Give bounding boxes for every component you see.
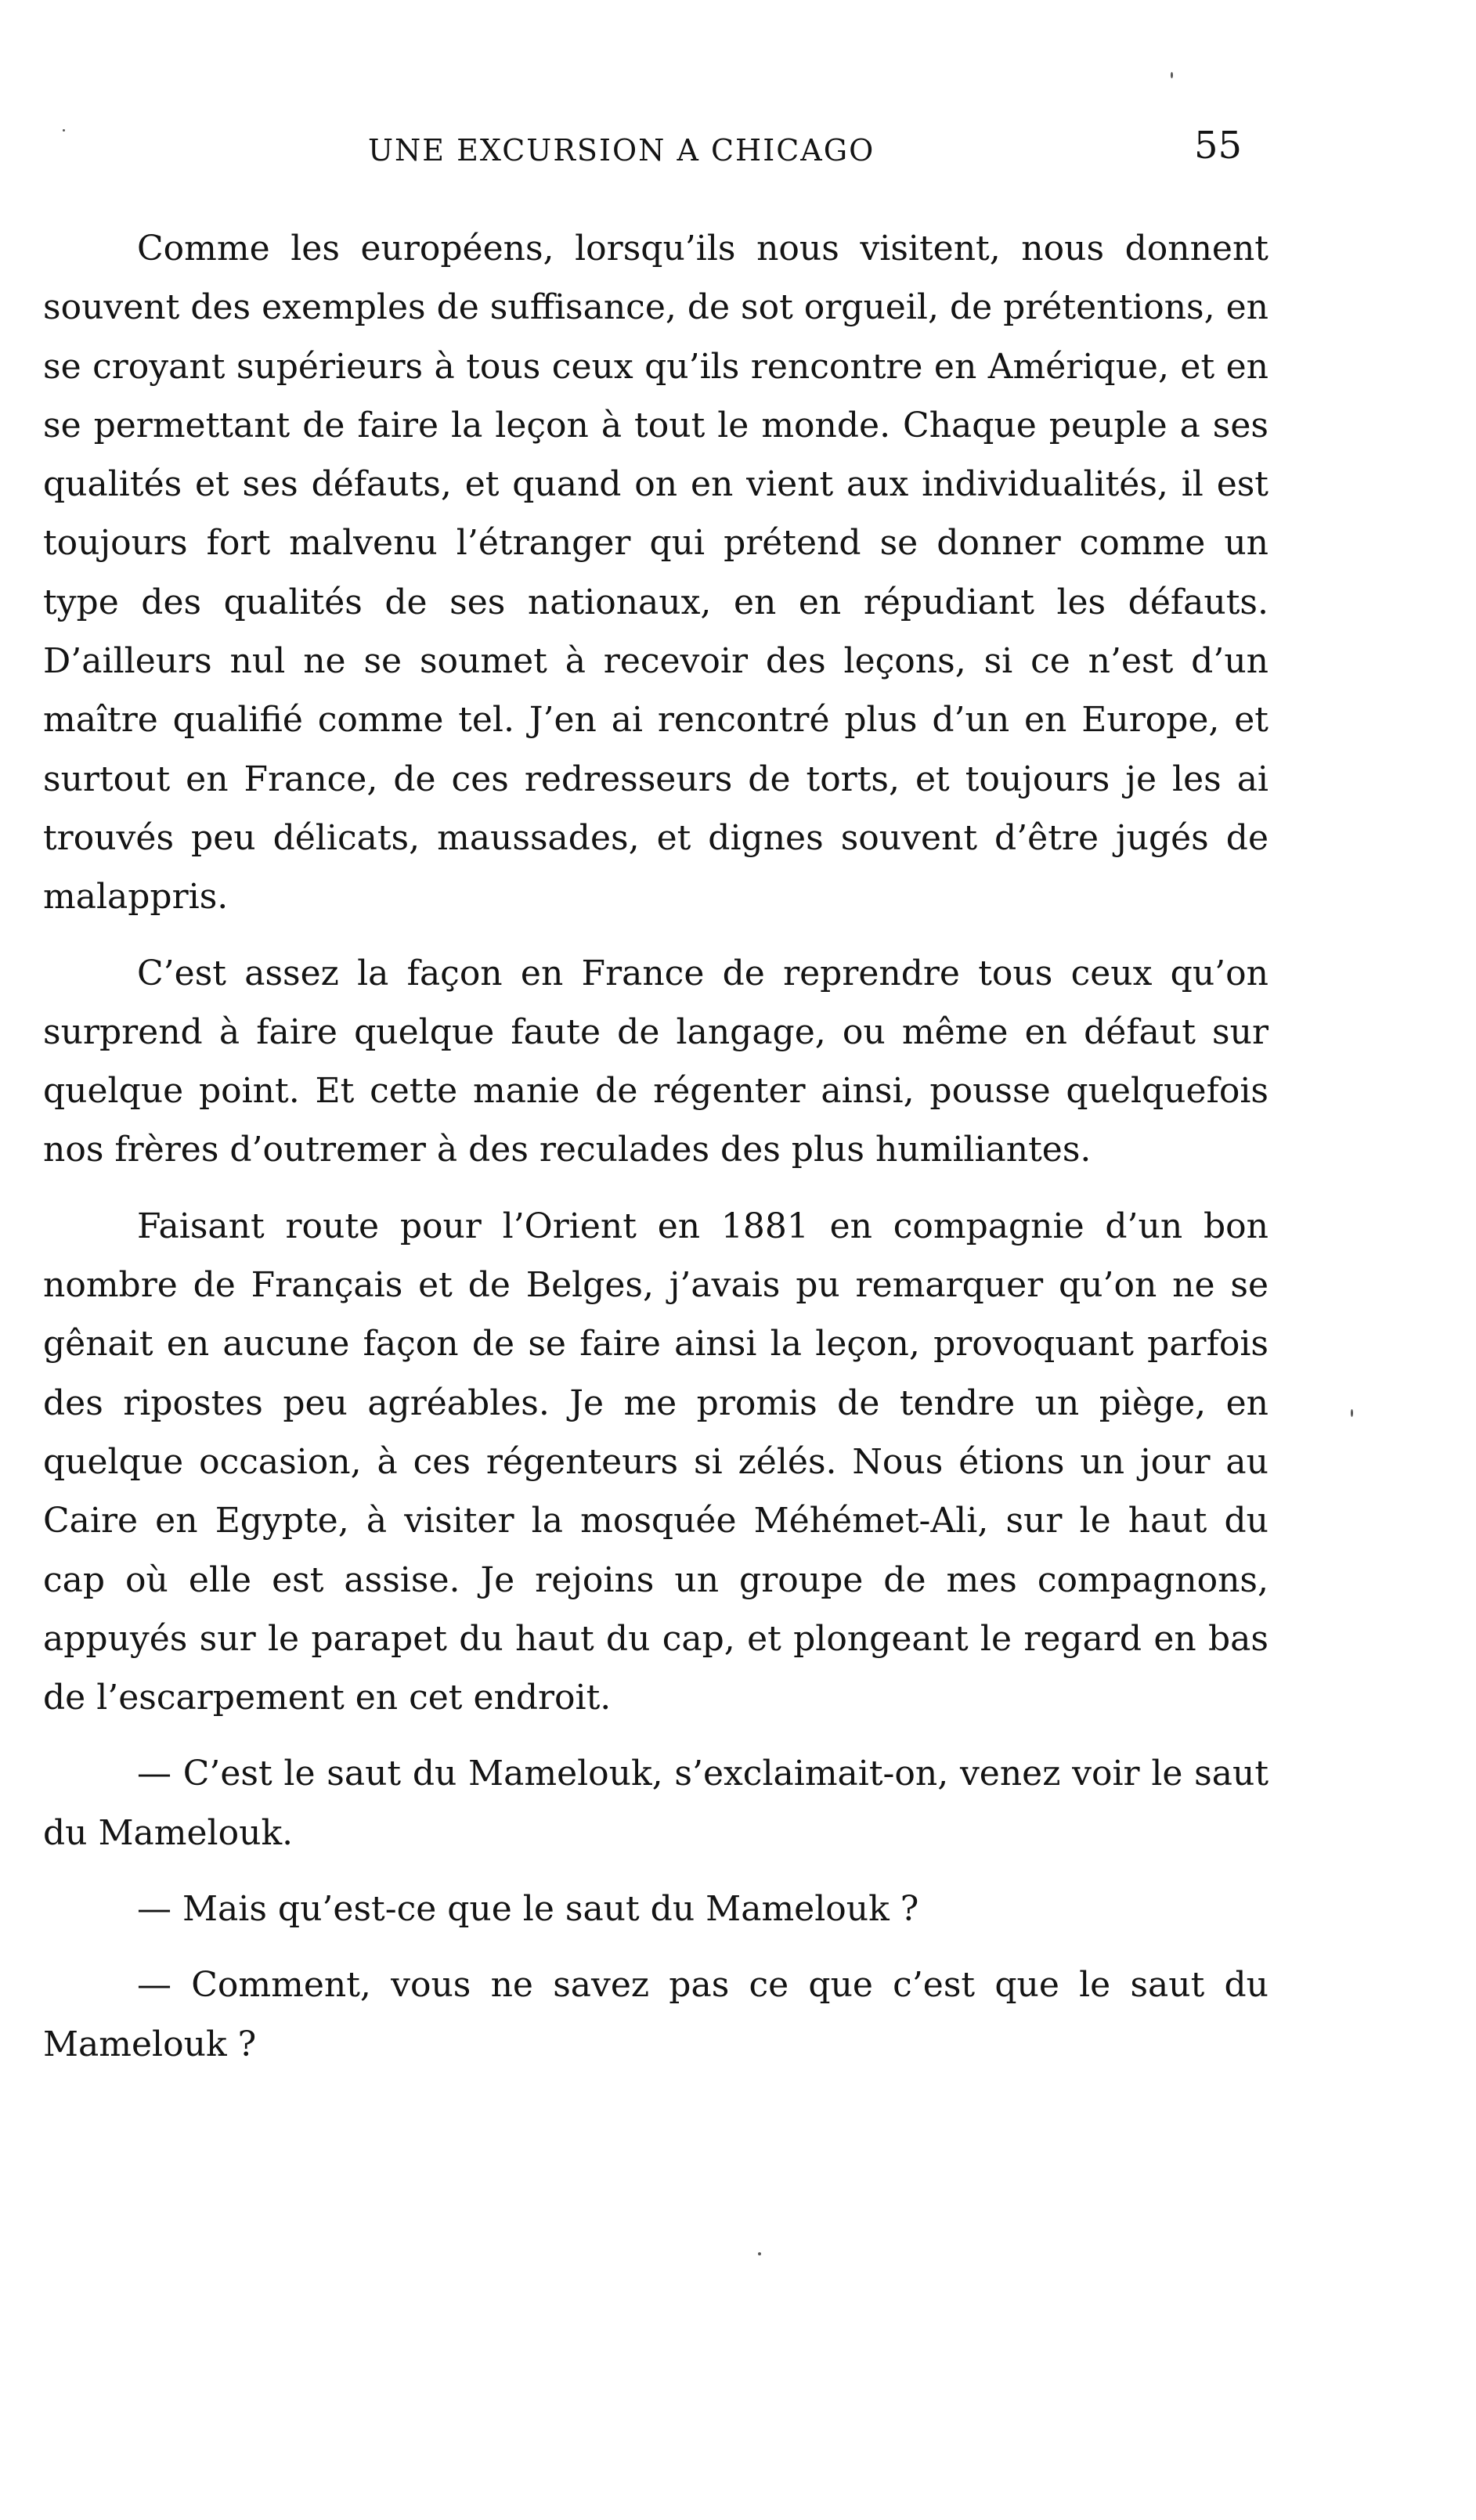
dialogue-line-saut-mamelouk: — C’est le saut du Mamelouk, s’exclaimait-on, venez voir le saut du Mamelouk. [43,1754,1268,1853]
paragraph-facon-en-france: C’est assez la façon en France de reprendre tous ceux qu’on surprend à faire quelque faute de langage, ou même en défaut sur quelque point. Et cette manie de régenter ainsi, pousse quelquefois nos frères d’outremer à des reculades des plus humiliantes. [43,953,1268,1170]
scan-speck [758,2252,761,2255]
page-body [43,219,1268,2074]
scan-speck [1351,1409,1353,1417]
scan-speck [1171,72,1173,78]
dialogue-line-comment: — Comment, vous ne savez pas ce que c’est que le saut du Mamelouk ? [43,1965,1268,2064]
paragraph-route-orient: Faisant route pour l’Orient en 1881 en compagnie d’un bon nombre de Français et de Belges, j’avais pu remarquer qu’on ne se gênait en aucune façon de se faire ainsi la leçon, provoquant parfois des ripostes peu agréables. Je me promis de tendre un piège, en quelque occasion, à ces régenteurs si zélés. Nous étions un jour au Caire en Egypte, à visiter la mosquée Méhémet-Ali, sur le haut du cap où elle est assise. Je rejoins un groupe de mes compagnons, appuyés sur le parapet du haut du cap, et plongeant le regard en bas de l’escarpement en cet endroit. [43,1206,1268,1718]
dialogue-line-question: — Mais qu’est-ce que le saut du Mamelouk ? [137,1889,919,1930]
running-title: UNE EXCURSION A CHICAGO [368,133,875,168]
paragraph-europeens: Comme les européens, lorsqu’ils nous visitent, nous donnent souvent des exemples de suffisance, de sot orgueil, de prétentions, en se croyant supérieurs à tous ceux qu’ils rencontre en Amérique, et en se permettant de faire la leçon à tout le monde. Chaque peuple a ses qualités et ses défauts, et quand on en vient aux individualités, il est toujours fort malvenu l’étranger qui prétend se donner comme un type des qualités de ses nationaux, en en répudiant les défauts. D’ailleurs nul ne se soumet à recevoir des leçons, si ce n’est d’un maître qualifié comme tel. J’en ai rencontré plus d’un en Europe, et surtout en France, de ces redresseurs de torts, et toujours je les ai trouvés peu délicats, maussades, et dignes souvent d’être jugés de malappris. [43,229,1268,918]
page-number: 55 [1194,124,1243,168]
scan-speck [63,129,65,132]
